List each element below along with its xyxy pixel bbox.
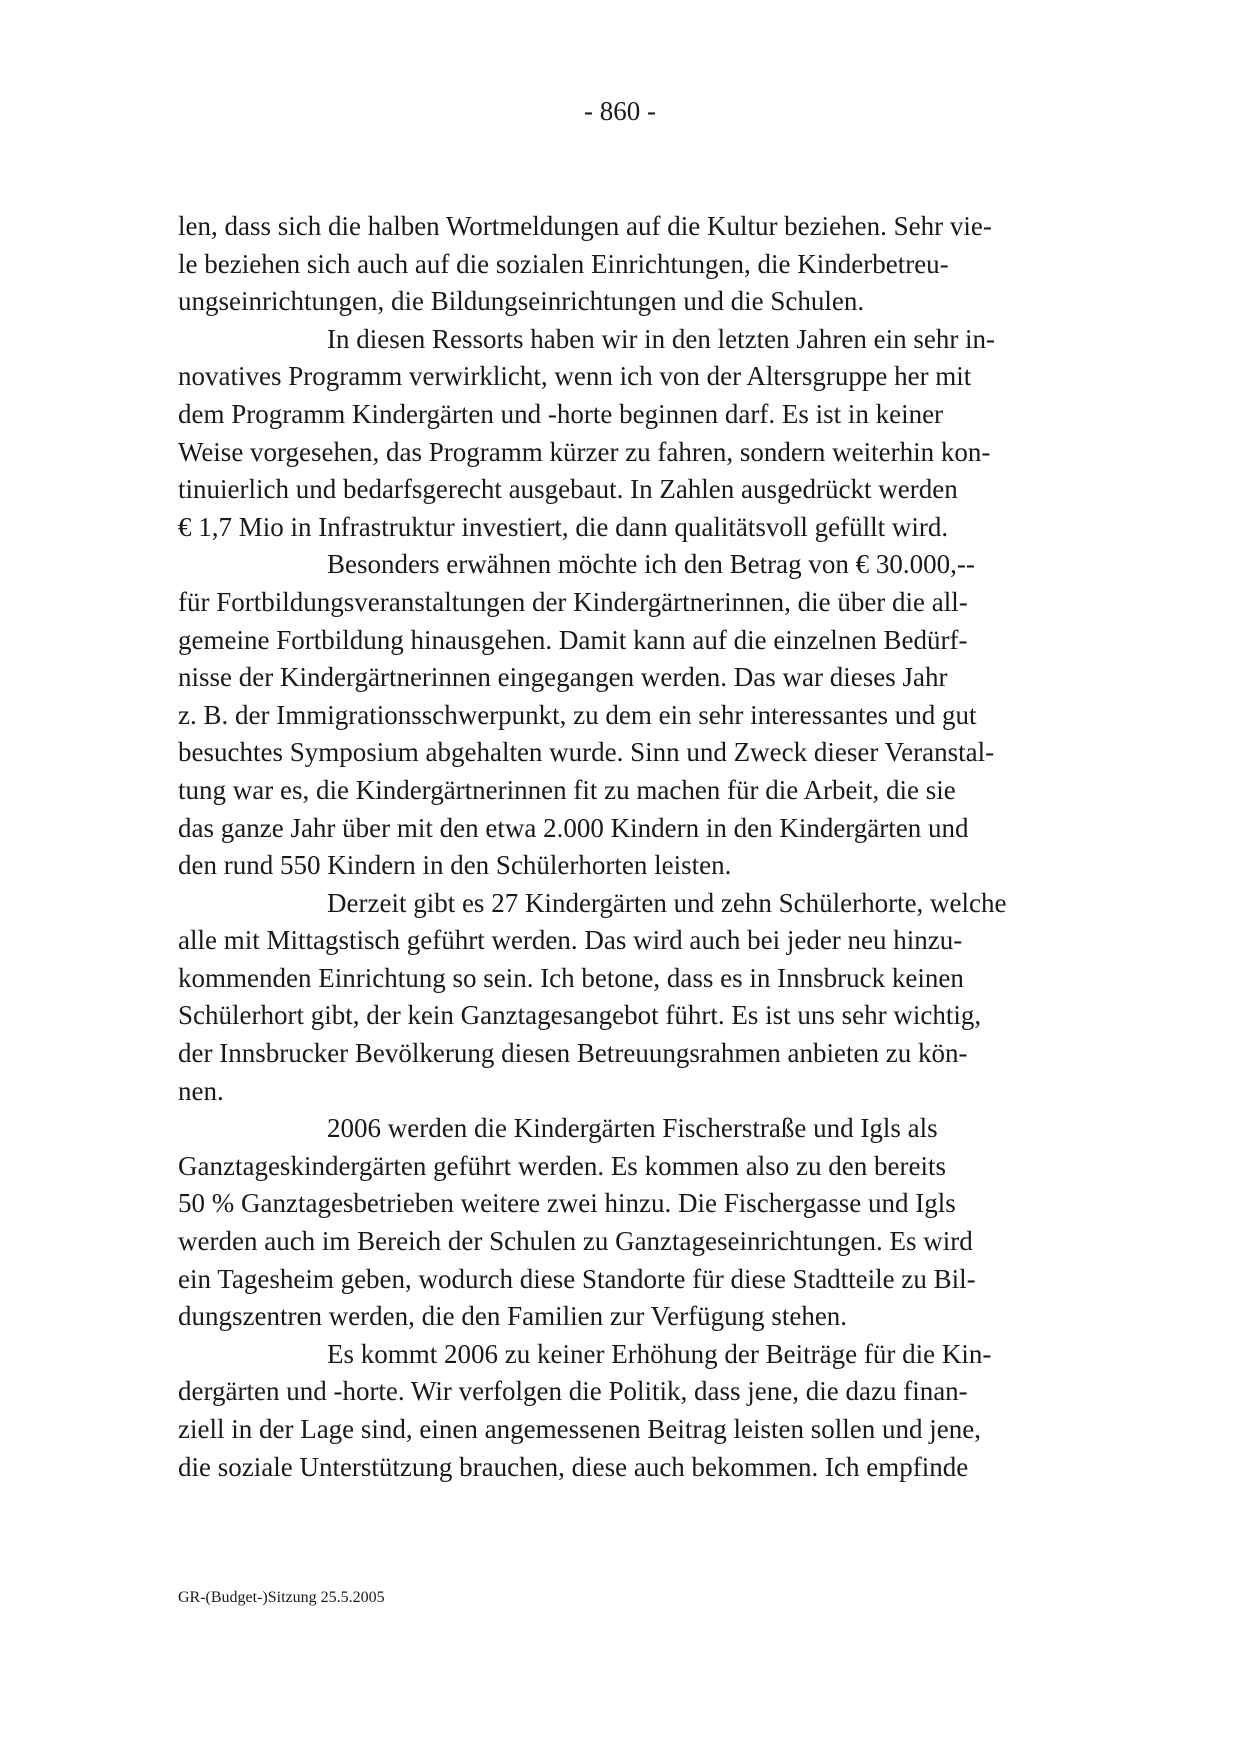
text-line: novatives Programm verwirklicht, wenn ich von der Altersgruppe her mit [178, 361, 972, 392]
paragraph-2 [178, 321, 1068, 547]
paragraph-3 [178, 546, 1068, 884]
page-number: - 860 - [584, 96, 656, 126]
text-line: dem Programm Kindergärten und -horte beginnen darf. Es ist in keiner [178, 398, 944, 429]
text-line: Weise vorgesehen, das Programm kürzer zu fahren, sondern weiterhin kon- [178, 436, 991, 467]
text-line: dungszentren werden, die den Familien zur Verfügung stehen. [178, 1301, 848, 1332]
text-line: 2006 werden die Kindergärten Fischerstraße und Igls als [327, 1113, 938, 1144]
footer-session-label: GR-(Budget-)Sitzung 25.5.2005 [178, 1589, 385, 1606]
text-line: das ganze Jahr über mit den etwa 2.000 Kindern in den Kindergärten und [178, 812, 969, 843]
text-line: besuchtes Symposium abgehalten wurde. Sinn und Zweck dieser Veranstal- [178, 737, 995, 768]
text-line: für Fortbildungsveranstaltungen der Kindergärtnerinnen, die über die all- [178, 586, 968, 617]
text-line: der Innsbrucker Bevölkerung diesen Betreuungsrahmen anbieten zu kön- [178, 1038, 968, 1069]
text-line: Besonders erwähnen möchte ich den Betrag von € 30.000,-- [327, 549, 975, 580]
paragraph-5 [178, 1110, 1068, 1336]
text-line: ziell in der Lage sind, einen angemessenen Beitrag leisten sollen und jene, [178, 1414, 981, 1444]
text-line: die soziale Unterstützung brauchen, diese auch bekommen. Ich empfinde [178, 1451, 969, 1482]
paragraph-6 [178, 1336, 1068, 1486]
text-line: den rund 550 Kindern in den Schülerhorten leisten. [178, 850, 732, 881]
text-line: le beziehen sich auch auf die sozialen Einrichtungen, die Kinderbetreu- [178, 248, 949, 279]
text-line: z. B. der Immigrationsschwerpunkt, zu dem ein sehr interessantes und gut [178, 699, 977, 730]
text-line: Es kommt 2006 zu keiner Erhöhung der Beiträge für die Kin- [327, 1338, 992, 1369]
text-line: werden auch im Bereich der Schulen zu Ganztageseinrichtungen. Es wird [178, 1226, 973, 1257]
text-line: In diesen Ressorts haben wir in den letzten Jahren ein sehr in- [327, 323, 996, 354]
text-line: ungseinrichtungen, die Bildungseinrichtungen und die Schulen. [178, 286, 865, 317]
text-line: tinuierlich und bedarfsgerecht ausgebaut. In Zahlen ausgedrückt werden [178, 474, 958, 505]
body-text [178, 208, 1068, 1486]
text-line: dergärten und -horte. Wir verfolgen die Politik, dass jene, die dazu finan- [178, 1376, 968, 1407]
paragraph-1 [178, 208, 1068, 321]
text-line: nisse der Kindergärtnerinnen eingegangen werden. Das war dieses Jahr [178, 662, 948, 693]
paragraph-4 [178, 885, 1068, 1111]
text-line: gemeine Fortbildung hinausgehen. Damit kann auf die einzelnen Bedürf- [178, 624, 968, 655]
text-line: € 1,7 Mio in Infrastruktur investiert, die dann qualitätsvoll gefüllt wird. [178, 511, 949, 542]
text-line: alle mit Mittagstisch geführt werden. Das wird auch bei jeder neu hinzu- [178, 925, 963, 956]
text-line: nen. [178, 1075, 224, 1106]
text-line: len, dass sich die halben Wortmeldungen auf die Kultur beziehen. Sehr vie- [178, 211, 992, 241]
text-line: kommenden Einrichtung so sein. Ich betone, dass es in Innsbruck keinen [178, 962, 964, 993]
text-line: tung war es, die Kindergärtnerinnen fit zu machen für die Arbeit, die sie [178, 774, 956, 805]
text-line: Ganztageskindergärten geführt werden. Es kommen also zu den bereits [178, 1150, 946, 1181]
text-line: 50 % Ganztagesbetrieben weitere zwei hinzu. Die Fischergasse und Igls [178, 1188, 956, 1219]
text-line: Derzeit gibt es 27 Kindergärten und zehn Schülerhorte, welche [327, 887, 1007, 918]
text-line: Schülerhort gibt, der kein Ganztagesangebot führt. Es ist uns sehr wichtig, [178, 1000, 982, 1031]
text-line: ein Tagesheim geben, wodurch diese Standorte für diese Stadtteile zu Bil- [178, 1263, 976, 1294]
